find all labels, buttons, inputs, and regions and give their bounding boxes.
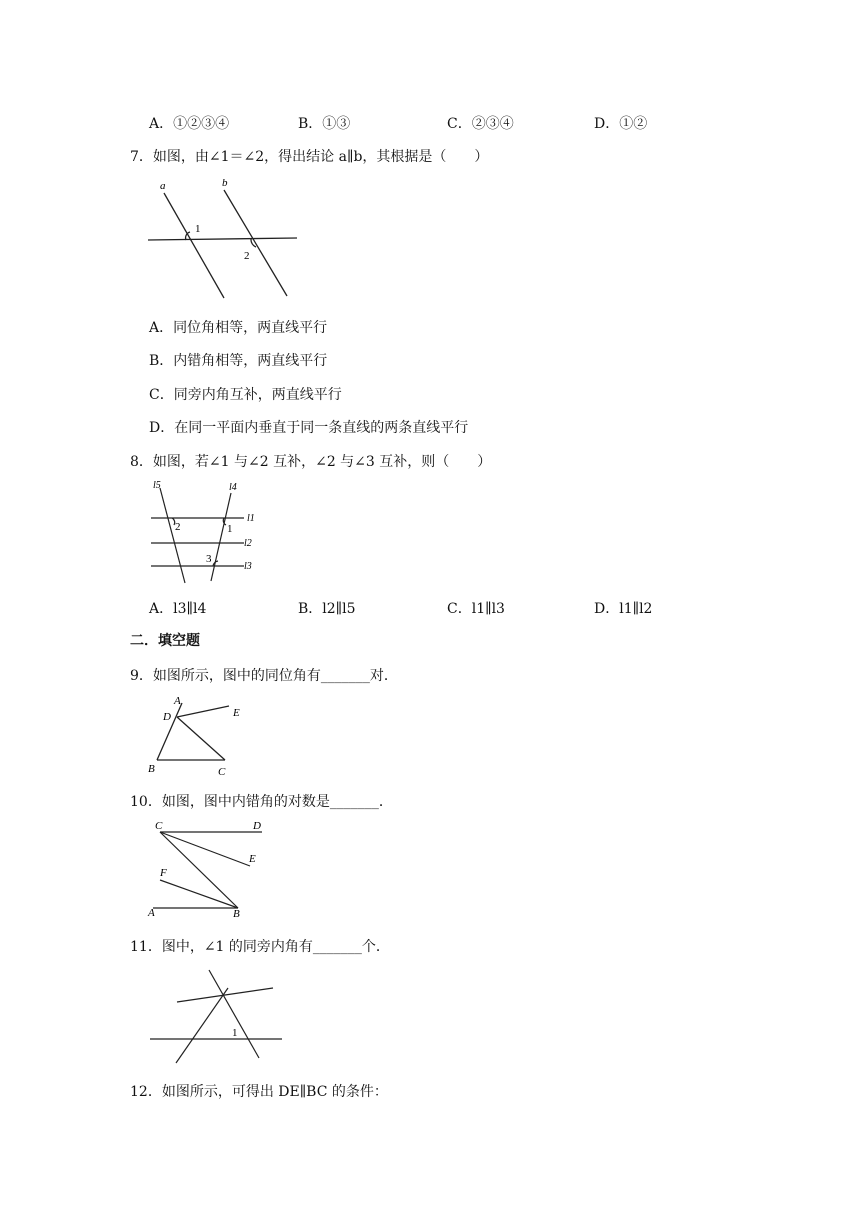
q7-label-b: b (222, 177, 228, 189)
q6-option-b: B．①③ (298, 116, 351, 132)
q10-label-D: D (253, 820, 261, 832)
q7-label-a: a (160, 180, 166, 192)
q10-label-C: C (155, 820, 163, 832)
q9-label-B: B (148, 763, 155, 775)
q9-label-D: D (163, 711, 171, 723)
q8-choice-c: C．l1∥l3 (447, 601, 505, 617)
q7-choice-c: C．同旁内角互补，两直线平行 (149, 387, 342, 403)
q6-option-d: D．①② (594, 116, 648, 132)
q8-choice-d: D．l1∥l2 (594, 601, 653, 617)
q7-stem: 7．如图，由∠1＝∠2，得出结论 a∥b，其根据是（ ） (130, 149, 489, 165)
q10-label-F: F (160, 867, 167, 879)
q6-option-c: C．②③④ (447, 116, 514, 132)
q7-choice-a: A．同位角相等，两直线平行 (149, 320, 328, 336)
q9-label-A: A (174, 695, 181, 707)
q9-label-E: E (233, 707, 240, 719)
q9-stem: 9．如图所示，图中的同位角有_______对． (130, 668, 398, 684)
q8-label-2: 2 (175, 521, 181, 533)
q10-label-A: A (148, 907, 155, 919)
q7-choice-b: B．内错角相等，两直线平行 (149, 353, 328, 369)
q10-label-B: B (233, 908, 240, 920)
q6-option-a: A．①②③④ (149, 116, 230, 132)
q10-stem: 10．如图，图中内错角的对数是_______． (130, 794, 393, 810)
q8-choice-b: B．l2∥l5 (298, 601, 356, 617)
q8-label-l2: l2 (244, 538, 252, 549)
q10-label-E: E (249, 853, 256, 865)
q7-label-2: 2 (244, 250, 250, 262)
q11-stem: 11．图中，∠1 的同旁内角有_______个． (130, 939, 390, 955)
q8-label-l1: l1 (247, 513, 255, 524)
q8-choice-a: A．l3∥l4 (149, 601, 207, 617)
q8-stem: 8．如图，若∠1 与∠2 互补，∠2 与∠3 互补，则（ ） (130, 454, 492, 470)
q8-label-1: 1 (227, 523, 233, 535)
section-title: 二．填空题 (130, 633, 200, 649)
q8-label-l5: l5 (153, 480, 161, 491)
q9-label-C: C (218, 766, 226, 778)
q7-choice-d: D．在同一平面内垂直于同一条直线的两条直线平行 (149, 420, 469, 436)
q7-label-1: 1 (195, 223, 201, 235)
q11-label-1: 1 (232, 1027, 238, 1039)
q12-stem: 12．如图所示，可得出 DE∥BC 的条件： (130, 1084, 388, 1100)
q8-label-l4: l4 (229, 482, 237, 493)
q8-label-l3: l3 (244, 561, 252, 572)
q8-label-3: 3 (206, 553, 212, 565)
